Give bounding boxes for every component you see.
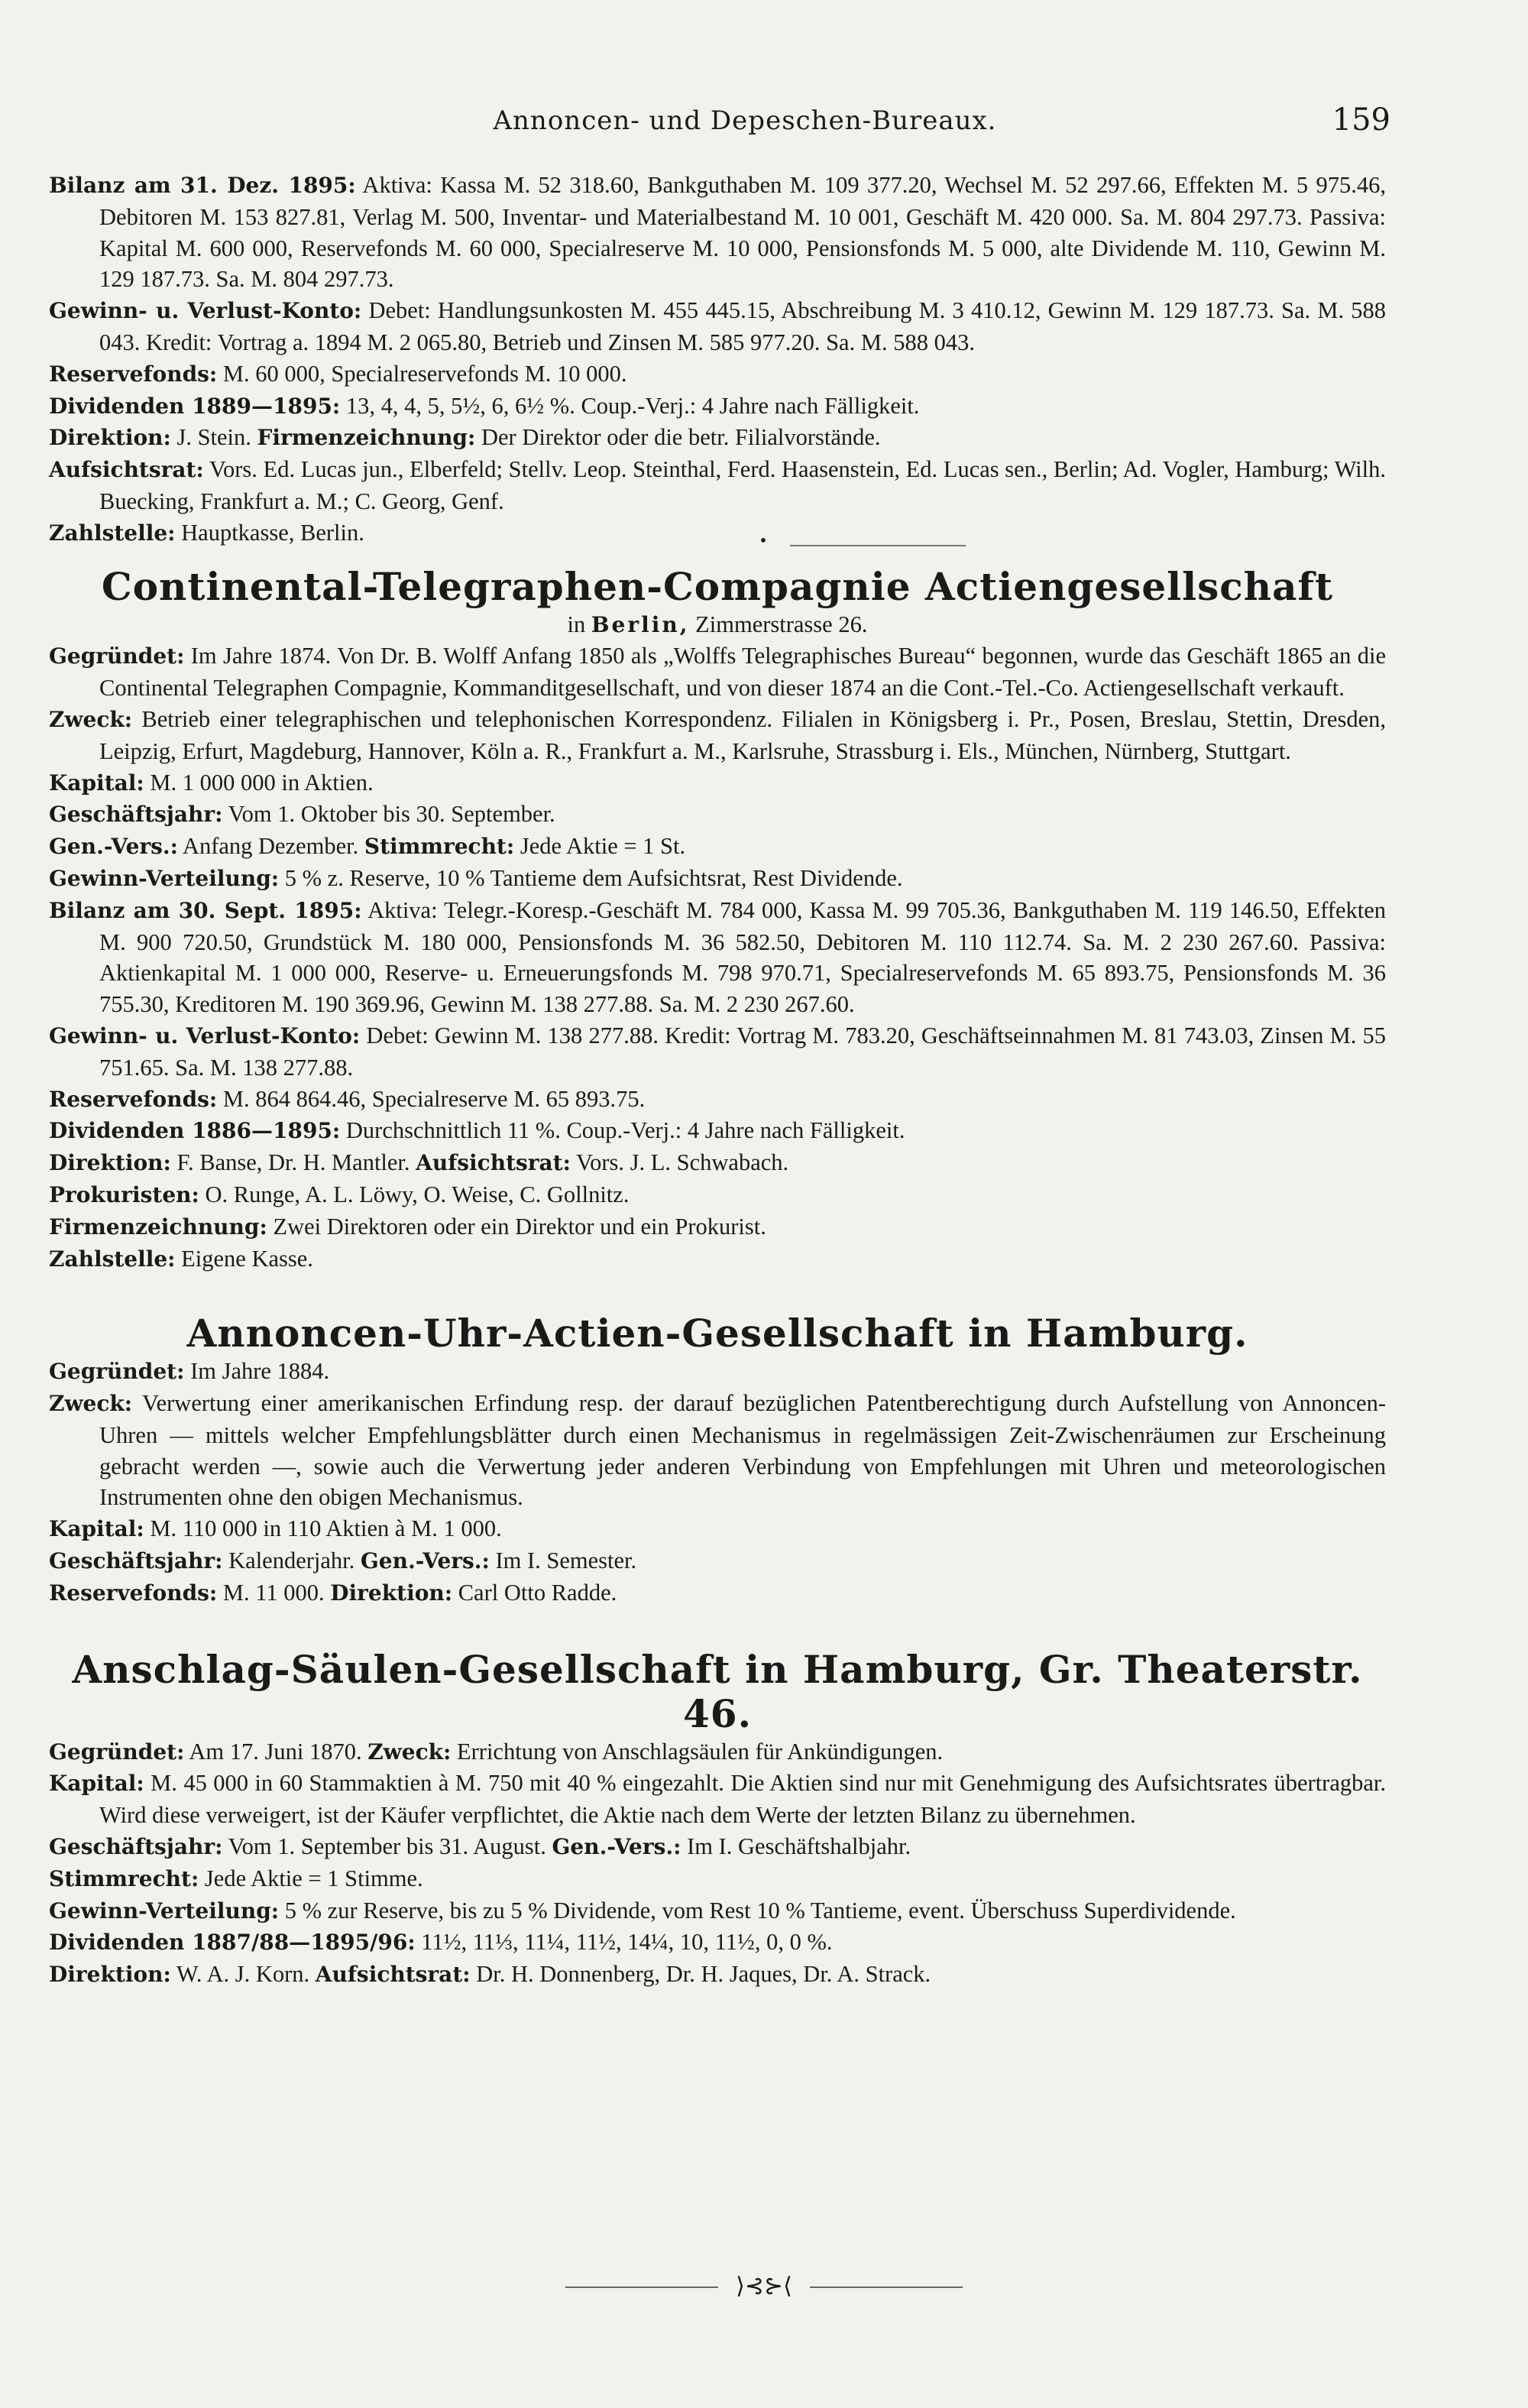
entry-dividenden: Dividenden 1886—1895: Durchschnittlich 11 %. Coup.-Verj.: 4 Jahre nach Fälligkeit. <box>49 1117 905 1144</box>
entry-gewinn-verlust: Gewinn- u. Verlust-Konto: Debet: Handlungsunkosten M. 455 445.15, Abschreibung M. 3 410.12, Gewinn M. 129 187.73. Sa. M. 588 043. Kredit: Vortrag a. 1894 M. 2 065.80, Betrieb und Zinsen M. 585 977.20. Sa. M. 588 043. <box>49 297 1387 355</box>
company-title: Continental-Telegraphen-Compagnie Actiengesellschaft <box>101 563 1334 609</box>
entry-dividenden: Dividenden 1887/88—1895/96: 11½, 11⅓, 11¼, 11½, 14¼, 10, 11½, 0, 0 %. <box>49 1929 833 1956</box>
entry-geschaeftsjahr: Geschäftsjahr: Vom 1. September bis 31. August. Gen.-Vers.: Im I. Geschäftshalbjahr. <box>49 1833 911 1860</box>
section-divider <box>790 545 966 546</box>
company-anschlag-section <box>49 1648 1386 1991</box>
entry-bilanz: Bilanz am 30. Sept. 1895: Aktiva: Telegr.-Koresp.-Geschäft M. 784 000, Kassa M. 99 705.36, Bankguthaben M. 119 146.50, Effekten M. 900 720.50, Grundstück M. 180 000, Pensionsfonds M. 36 582.50, Debitoren M. 110 112.74. Sa. M. 2 230 267.60. Passiva: Aktienkapital M. 1 000 000, Reserve- u. Erneuerungsfonds M. 798 970.71, Specialreservefonds M. 65 893.75, Pensionsfonds M. 36 755.30, Kreditoren M. 190 369.96, Gewinn M. 138 277.88. Sa. M. 2 230 267.60. <box>49 896 1386 1018</box>
entry-gewinn-verteilung: Gewinn-Verteilung: 5 % z. Reserve, 10 % Tantieme dem Aufsichtsrat, Rest Dividende. <box>49 864 903 891</box>
company-annoncen-uhr-section <box>49 1311 1386 1609</box>
entry-gewinn-verlust: Gewinn- u. Verlust-Konto: Debet: Gewinn M. 138 277.88. Kredit: Vortrag M. 783.20, Geschäftseinnahmen M. 81 743.03, Zinsen M. 55 751.65. Sa. M. 138 277.88. <box>49 1022 1386 1081</box>
entry-gegruendet: Gegründet: Im Jahre 1884. <box>49 1358 330 1385</box>
entry-reservefonds: Reservefonds: M. 11 000. Direktion: Carl Otto Radde. <box>49 1579 617 1606</box>
entry-geschaeftsjahr: Geschäftsjahr: Vom 1. Oktober bis 30. September. <box>49 801 555 828</box>
entry-kapital: Kapital: M. 110 000 in 110 Aktien à M. 1 000. <box>49 1515 502 1542</box>
page-header <box>99 102 1390 151</box>
entry-zweck: Zweck: Verwertung einer amerikanischen Erfindung resp. der darauf bezüglichen Patentberechtigung durch Aufstellung von Annoncen-Uhren — mittels welcher Empfehlungsblätter durch einen Mechanismus in regelmässigen Zeit-Zwischenräumen zur Erscheinung gebracht werden —, sowie auch die Verwertung jeder anderen Verbindung von Empfehlungen mit Uhren und meteorologischen Instrumenten ohne den obigen Mechanismus. <box>49 1390 1386 1511</box>
entry-stimmrecht: Stimmrecht: Jede Aktie = 1 Stimme. <box>49 1865 423 1891</box>
company-continental-section <box>49 565 1386 1275</box>
entry-zweck: Zweck: Betrieb einer telegraphischen und telephonischen Korrespondenz. Filialen in Königsberg i. Pr., Posen, Breslau, Stettin, Dresden, Leipzig, Erfurt, Magdeburg, Hannover, Köln a. R., Frankfurt a. M., Karlsruhe, Strassburg i. Els., München, Nürnberg, Stuttgart. <box>49 705 1386 764</box>
entry-reservefonds: Reservefonds: M. 60 000, Specialreservefonds M. 10 000. <box>49 360 627 387</box>
previous-company-section <box>49 170 1386 559</box>
company-location: in Berlin, Zimmerstrasse 26. <box>567 611 868 637</box>
divider-dot: • <box>759 530 767 551</box>
company-title: Anschlag-Säulen-Gesellschaft in Hamburg, Gr. Theaterstr. 46. <box>72 1646 1363 1736</box>
entry-gegruendet: Gegründet: Im Jahre 1874. Von Dr. B. Wolff Anfang 1850 als „Wolffs Telegraphisches Bureau“ begonnen, wurde das Geschäft 1865 an die Continental Telegraphen Compagnie, Kommanditgesellschaft, und von dieser 1874 an die Cont.-Tel.-Co. Actiengesellschaft verkauft. <box>49 643 1386 702</box>
ornament-line-left <box>565 2286 718 2288</box>
entry-reservefonds: Reservefonds: M. 864 864.46, Specialreserve M. 65 893.75. <box>49 1085 646 1112</box>
entry-direktion: Direktion: J. Stein. Firmenzeichnung: Der Direktor oder die betr. Filialvorstände. <box>49 424 881 451</box>
entry-zahlstelle: Zahlstelle: Hauptkasse, Berlin. <box>49 519 364 546</box>
running-head: Annoncen- und Depeschen-Bureaux. <box>493 105 997 136</box>
entry-direktion: Direktion: F. Banse, Dr. H. Mantler. Aufsichtsrat: Vors. J. L. Schwabach. <box>49 1149 789 1176</box>
entry-gewinn-verteilung: Gewinn-Verteilung: 5 % zur Reserve, bis zu 5 % Dividende, vom Rest 10 % Tantieme, event. Überschuss Superdividende. <box>49 1897 1236 1923</box>
entry-aufsichtsrat: Aufsichtsrat: Vors. Ed. Lucas jun., Elberfeld; Stellv. Leop. Steinthal, Ferd. Haasenstein, Ed. Lucas sen., Berlin; Ad. Vogler, Hamburg; Wilh. Buecking, Frankfurt a. M.; C. Georg, Genf. <box>49 456 1386 514</box>
entry-kapital: Kapital: M. 1 000 000 in Aktien. <box>49 769 374 796</box>
entry-zahlstelle: Zahlstelle: Eigene Kasse. <box>49 1245 313 1272</box>
page-content <box>49 170 1386 1991</box>
ornament-line-right <box>810 2286 963 2288</box>
end-ornament <box>520 2273 1008 2303</box>
entry-dividenden: Dividenden 1889—1895: 13, 4, 4, 5, 5½, 6, 6½ %. Coup.-Verj.: 4 Jahre nach Fälligkeit. <box>49 392 920 419</box>
entry-gegruendet: Gegründet: Am 17. Juni 1870. Zweck: Errichtung von Anschlagsäulen für Ankündigungen. <box>49 1738 944 1765</box>
company-title: Annoncen-Uhr-Actien-Gesellschaft in Hamburg. <box>186 1311 1248 1356</box>
entry-direktion: Direktion: W. A. J. Korn. Aufsichtsrat: Dr. H. Donnenberg, Dr. H. Jaques, Dr. A. Strack. <box>49 1961 931 1988</box>
entry-prokuristen: Prokuristen: O. Runge, A. L. Löwy, O. Weise, C. Gollnitz. <box>49 1181 630 1207</box>
entry-kapital: Kapital: M. 45 000 in 60 Stammaktien à M. 750 mit 40 % eingezahlt. Die Aktien sind nur mit Genehmigung des Aufsichtsrates übertragbar. Wird diese verweigert, ist der Käufer verpflichtet, die Aktie nach dem Werte der letzten Bilanz zu übernehmen. <box>49 1770 1386 1829</box>
page-number: 159 <box>1332 102 1390 138</box>
entry-geschaeftsjahr: Geschäftsjahr: Kalenderjahr. Gen.-Vers.: Im I. Semester. <box>49 1548 637 1574</box>
entry-firmenzeichnung: Firmenzeichnung: Zwei Direktoren oder ein Direktor und ein Prokurist. <box>49 1213 766 1240</box>
ornament-icon: ⟩⊰⊱⟨ <box>736 2273 792 2299</box>
entry-bilanz: Bilanz am 31. Dez. 1895: Aktiva: Kassa M. 52 318.60, Bankguthaben M. 109 377.20, Wechsel M. 52 297.66, Effekten M. 5 975.46, Debitoren M. 153 827.81, Verlag M. 500, Inventar- und Materialbestand M. 10 001, Geschäft M. 420 000. Sa. M. 804 297.73. Passiva: Kapital M. 600 000, Reservefonds M. 60 000, Specialreserve M. 10 000, Pensionsfonds M. 5 000, alte Dividende M. 110, Gewinn M. 129 187.73. Sa. M. 804 297.73. <box>49 172 1386 293</box>
entry-gen-vers: Gen.-Vers.: Anfang Dezember. Stimmrecht: Jede Aktie = 1 St. <box>49 833 686 860</box>
